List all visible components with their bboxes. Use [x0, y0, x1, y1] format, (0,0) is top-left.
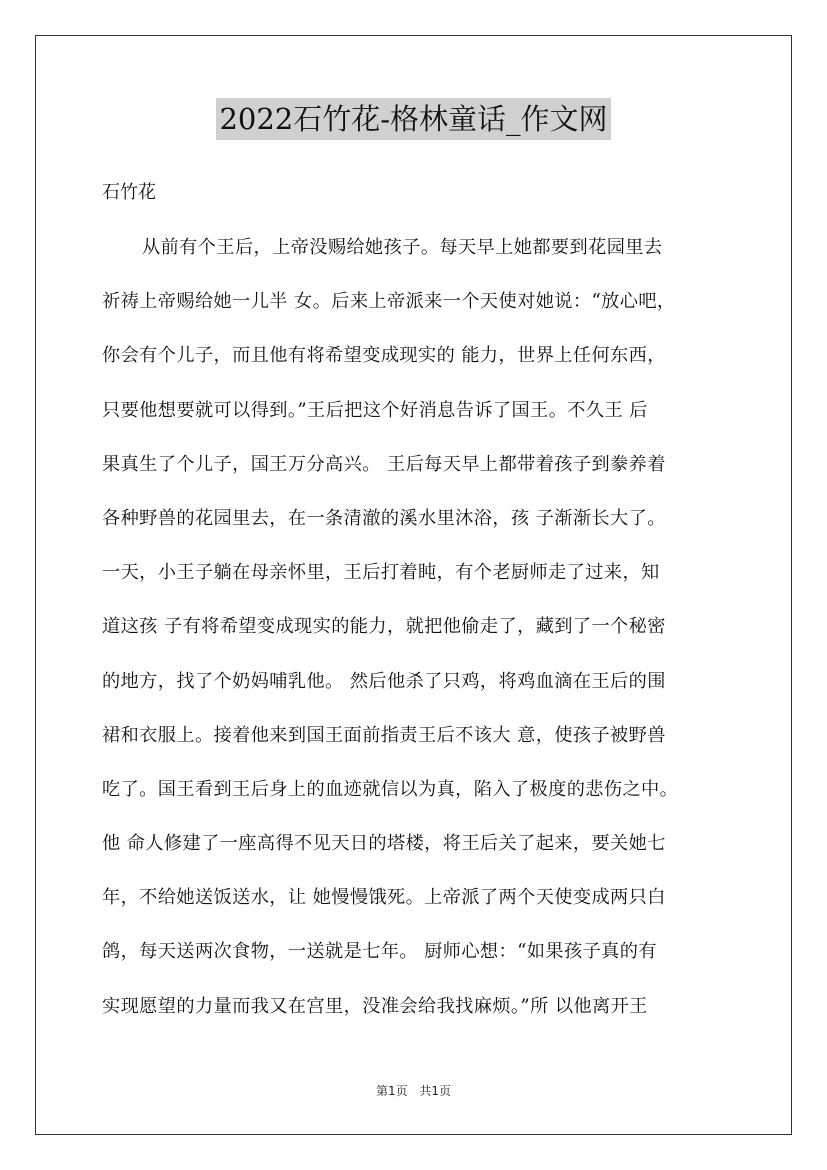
document-title: 2022石竹花-格林童话_作文网: [216, 98, 610, 140]
body-line: 从前有个王后，上帝没赐给她孩子。每天早上她都要到花园里去: [142, 237, 663, 258]
body-line: 你会有个儿子，而且他有将希望变成现实的 能力，世界上任何东西，: [102, 345, 666, 367]
body-line: 各种野兽的花园里去，在一条清澈的溪水里沐浴，孩 子渐渐长大了。: [102, 507, 666, 529]
document-subtitle: 石竹花: [102, 182, 156, 203]
document-body: [102, 230, 742, 1043]
body-line: 实现愿望的力量而我又在宫里，没准会给我找麻烦。”所 以他离开王: [102, 995, 648, 1017]
page-total: 共1页: [419, 1084, 452, 1098]
body-line: 一天，小王子躺在母亲怀里，王后打着盹，有个老厨师走了过来，知: [102, 562, 660, 584]
body-line: 果真生了个儿子，国王万分高兴。 王后每天早上都带着孩子到豢养着: [102, 453, 666, 475]
body-line: 鸽，每天送两次食物，一送就是七年。 厨师心想：“如果孩子真的有: [102, 941, 657, 963]
page-footer: [0, 1082, 827, 1099]
body-line: 裙和衣服上。接着他来到国王面前指责王后不该大 意，使孩子被野兽: [102, 724, 666, 746]
page-number: 第1页: [375, 1084, 408, 1098]
body-line: 的地方，找了个奶妈哺乳他。 然后他杀了只鸡，将鸡血滴在王后的围: [102, 670, 666, 692]
body-line: 祈祷上帝赐给她一儿半 女。后来上帝派来一个天使对她说：“放心吧，: [102, 291, 676, 313]
title-container: [0, 98, 827, 140]
body-line: 他 命人修建了一座高得不见天日的塔楼，将王后关了起来，要关她七: [102, 833, 666, 855]
body-line: 道这孩 子有将希望变成现实的能力，就把他偷走了，藏到了一个秘密: [102, 616, 666, 638]
body-line: 年，不给她送饭送水，让 她慢慢饿死。上帝派了两个天使变成两只白: [102, 887, 666, 909]
body-line: 只要他想要就可以得到。”王后把这个好消息告诉了国王。不久王 后: [102, 399, 648, 421]
body-line: 吃了。国王看到王后身上的血迹就信以为真，陷入了极度的悲伤之中。: [102, 778, 679, 800]
